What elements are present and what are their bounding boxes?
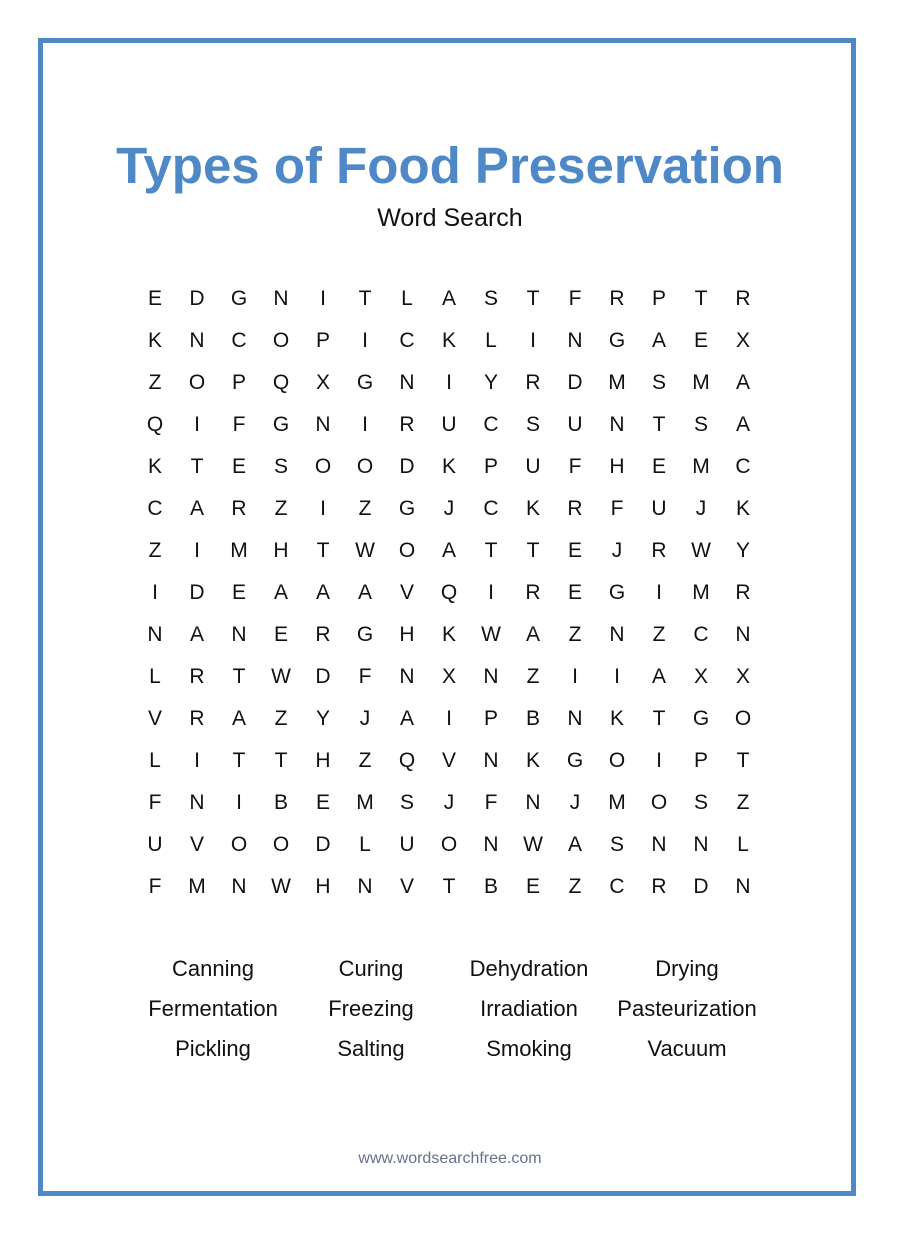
grid-cell[interactable]: A: [441, 287, 456, 310]
grid-cell[interactable]: N: [525, 791, 541, 814]
grid-cell[interactable]: F: [568, 287, 582, 310]
grid-cell[interactable]: N: [483, 833, 499, 856]
grid-row: [134, 408, 764, 450]
grid-cell[interactable]: G: [230, 287, 248, 310]
grid-cell[interactable]: X: [315, 371, 330, 394]
grid-cell[interactable]: W: [691, 539, 711, 562]
grid-cell[interactable]: T: [484, 539, 498, 562]
grid-row: [134, 618, 764, 660]
grid-cell[interactable]: I: [656, 581, 662, 604]
grid-cell[interactable]: N: [315, 413, 331, 436]
grid-cell[interactable]: A: [735, 371, 750, 394]
grid-cell[interactable]: R: [609, 287, 625, 310]
grid-cell[interactable]: P: [483, 707, 498, 730]
grid-cell[interactable]: J: [569, 791, 581, 814]
grid-cell[interactable]: I: [194, 539, 200, 562]
grid-cell[interactable]: I: [446, 371, 452, 394]
grid-cell[interactable]: N: [189, 329, 205, 352]
grid-cell[interactable]: O: [650, 791, 668, 814]
grid-cell[interactable]: T: [736, 749, 750, 772]
word-list-row: [134, 992, 766, 1032]
grid-cell[interactable]: R: [189, 665, 205, 688]
grid-cell[interactable]: E: [273, 623, 288, 646]
grid-cell[interactable]: N: [609, 413, 625, 436]
grid-cell[interactable]: U: [399, 833, 415, 856]
grid-cell[interactable]: R: [525, 581, 541, 604]
grid-cell[interactable]: T: [526, 539, 540, 562]
grid-cell[interactable]: G: [608, 581, 626, 604]
grid-cell[interactable]: R: [315, 623, 331, 646]
grid-cell[interactable]: N: [609, 623, 625, 646]
grid-cell[interactable]: Q: [146, 413, 164, 436]
grid-cell[interactable]: Z: [652, 623, 666, 646]
grid-cell[interactable]: Z: [736, 791, 750, 814]
grid-cell[interactable]: W: [271, 875, 291, 898]
word-list-item: Salting: [337, 1036, 405, 1061]
grid-cell[interactable]: O: [398, 539, 416, 562]
grid-cell[interactable]: I: [614, 665, 620, 688]
grid-cell[interactable]: E: [567, 581, 582, 604]
grid-cell[interactable]: W: [271, 665, 291, 688]
grid-cell[interactable]: E: [651, 455, 666, 478]
grid-cell[interactable]: N: [231, 623, 247, 646]
grid-cell[interactable]: C: [609, 875, 625, 898]
grid-row: [134, 492, 764, 534]
grid-cell[interactable]: U: [567, 413, 583, 436]
grid-cell[interactable]: O: [230, 833, 248, 856]
grid-cell[interactable]: T: [358, 287, 372, 310]
grid-cell[interactable]: G: [398, 497, 416, 520]
grid-row: [134, 702, 764, 744]
grid-cell[interactable]: J: [359, 707, 371, 730]
page-subtitle: Word Search: [377, 204, 523, 232]
grid-cell[interactable]: V: [147, 707, 162, 730]
grid-cell[interactable]: J: [611, 539, 623, 562]
grid-cell[interactable]: P: [693, 749, 708, 772]
grid-cell[interactable]: T: [316, 539, 330, 562]
grid-cell[interactable]: E: [231, 455, 246, 478]
grid-cell[interactable]: X: [693, 665, 708, 688]
grid-cell[interactable]: Q: [398, 749, 416, 772]
grid-cell[interactable]: I: [446, 707, 452, 730]
word-list: [134, 952, 766, 1072]
grid-cell[interactable]: B: [525, 707, 540, 730]
grid-cell[interactable]: F: [232, 413, 246, 436]
grid-cell[interactable]: L: [401, 287, 413, 310]
grid-cell[interactable]: W: [481, 623, 501, 646]
grid-cell[interactable]: T: [526, 287, 540, 310]
grid-cell[interactable]: X: [735, 329, 750, 352]
grid-cell[interactable]: F: [568, 455, 582, 478]
word-list-row: [134, 1032, 766, 1072]
grid-row: [134, 744, 764, 786]
grid-cell[interactable]: I: [320, 497, 326, 520]
word-list-item: Pasteurization: [617, 996, 757, 1021]
grid-cell[interactable]: F: [610, 497, 624, 520]
grid-cell[interactable]: D: [315, 833, 331, 856]
grid-cell[interactable]: Y: [735, 539, 750, 562]
grid-cell[interactable]: I: [194, 749, 200, 772]
grid-cell[interactable]: N: [231, 875, 247, 898]
grid-cell[interactable]: G: [272, 413, 290, 436]
grid-cell[interactable]: Z: [148, 371, 162, 394]
grid-cell[interactable]: X: [441, 665, 456, 688]
grid-cell[interactable]: A: [735, 413, 750, 436]
grid-cell[interactable]: K: [441, 455, 456, 478]
grid-cell[interactable]: P: [231, 371, 246, 394]
grid-cell[interactable]: H: [399, 623, 415, 646]
grid-cell[interactable]: C: [693, 623, 709, 646]
letter-grid: [134, 282, 764, 912]
grid-cell[interactable]: F: [148, 791, 162, 814]
grid-cell[interactable]: N: [189, 791, 205, 814]
grid-cell[interactable]: N: [147, 623, 163, 646]
grid-cell[interactable]: N: [399, 665, 415, 688]
grid-cell[interactable]: C: [735, 455, 751, 478]
grid-cell[interactable]: E: [693, 329, 708, 352]
grid-cell[interactable]: I: [320, 287, 326, 310]
grid-cell[interactable]: L: [359, 833, 371, 856]
grid-cell[interactable]: U: [525, 455, 541, 478]
grid-cell[interactable]: A: [651, 665, 666, 688]
grid-cell[interactable]: A: [567, 833, 582, 856]
grid-cell[interactable]: O: [314, 455, 332, 478]
grid-cell[interactable]: L: [485, 329, 497, 352]
grid-cell[interactable]: D: [189, 287, 205, 310]
grid-cell[interactable]: V: [399, 875, 414, 898]
grid-cell[interactable]: A: [189, 623, 204, 646]
grid-cell[interactable]: V: [441, 749, 456, 772]
grid-cell[interactable]: Z: [274, 497, 288, 520]
grid-cell[interactable]: T: [652, 707, 666, 730]
grid-cell[interactable]: S: [693, 413, 708, 436]
word-list-item: Curing: [338, 956, 404, 981]
grid-row: [134, 450, 764, 492]
grid-cell[interactable]: D: [567, 371, 583, 394]
grid-cell[interactable]: A: [189, 497, 204, 520]
grid-cell[interactable]: G: [608, 329, 626, 352]
grid-cell[interactable]: A: [315, 581, 330, 604]
grid-cell[interactable]: I: [362, 329, 368, 352]
grid-cell[interactable]: Z: [148, 539, 162, 562]
grid-cell[interactable]: M: [230, 539, 248, 562]
grid-cell[interactable]: K: [441, 329, 456, 352]
grid-cell[interactable]: I: [530, 329, 536, 352]
grid-cell[interactable]: T: [442, 875, 456, 898]
grid-row: [134, 786, 764, 828]
grid-cell[interactable]: Z: [358, 749, 372, 772]
grid-cell[interactable]: K: [609, 707, 624, 730]
grid-cell[interactable]: W: [355, 539, 375, 562]
grid-cell[interactable]: M: [692, 581, 710, 604]
grid-cell[interactable]: R: [189, 707, 205, 730]
grid-cell[interactable]: I: [488, 581, 494, 604]
grid-cell[interactable]: M: [356, 791, 374, 814]
grid-cell[interactable]: A: [651, 329, 666, 352]
grid-cell[interactable]: L: [149, 749, 161, 772]
grid-cell[interactable]: S: [651, 371, 666, 394]
grid-cell[interactable]: A: [441, 539, 456, 562]
grid-cell[interactable]: Z: [358, 497, 372, 520]
grid-cell[interactable]: T: [232, 665, 246, 688]
grid-cell[interactable]: I: [572, 665, 578, 688]
grid-cell[interactable]: N: [567, 707, 583, 730]
grid-row: [134, 324, 764, 366]
grid-cell[interactable]: R: [651, 539, 667, 562]
grid-cell[interactable]: F: [358, 665, 372, 688]
grid-cell[interactable]: S: [525, 413, 540, 436]
grid-cell[interactable]: R: [651, 875, 667, 898]
grid-cell[interactable]: K: [147, 329, 162, 352]
grid-cell[interactable]: H: [273, 539, 289, 562]
grid-cell[interactable]: H: [315, 749, 331, 772]
grid-cell[interactable]: N: [273, 287, 289, 310]
grid-cell[interactable]: E: [147, 287, 162, 310]
grid-cell[interactable]: Q: [440, 581, 458, 604]
grid-cell[interactable]: S: [693, 791, 708, 814]
grid-cell[interactable]: O: [734, 707, 752, 730]
grid-cell[interactable]: S: [273, 455, 288, 478]
word-list-item: Vacuum: [647, 1036, 727, 1061]
grid-cell[interactable]: R: [231, 497, 247, 520]
grid-cell[interactable]: M: [608, 791, 626, 814]
word-list-item: Irradiation: [480, 996, 578, 1021]
word-list-item: Canning: [172, 956, 254, 981]
word-list-item: Pickling: [175, 1036, 251, 1061]
grid-cell[interactable]: O: [608, 749, 626, 772]
grid-cell[interactable]: R: [735, 287, 751, 310]
grid-cell[interactable]: P: [483, 455, 498, 478]
grid-cell[interactable]: O: [188, 371, 206, 394]
grid-cell[interactable]: Q: [272, 371, 290, 394]
grid-cell[interactable]: E: [231, 581, 246, 604]
grid-cell[interactable]: N: [399, 371, 415, 394]
grid-cell[interactable]: E: [525, 875, 540, 898]
grid-cell[interactable]: A: [525, 623, 540, 646]
grid-cell[interactable]: I: [656, 749, 662, 772]
grid-cell[interactable]: E: [567, 539, 582, 562]
grid-cell[interactable]: F: [148, 875, 162, 898]
grid-row: [134, 870, 764, 912]
grid-cell[interactable]: N: [567, 329, 583, 352]
grid-cell[interactable]: Z: [568, 875, 582, 898]
grid-cell[interactable]: K: [525, 749, 540, 772]
grid-cell[interactable]: J: [443, 497, 455, 520]
grid-cell[interactable]: R: [399, 413, 415, 436]
word-list-row: [134, 952, 766, 992]
grid-cell[interactable]: K: [147, 455, 162, 478]
grid-cell[interactable]: A: [399, 707, 414, 730]
grid-row: [134, 366, 764, 408]
grid-cell[interactable]: I: [194, 413, 200, 436]
grid-cell[interactable]: G: [356, 371, 374, 394]
grid-cell[interactable]: N: [357, 875, 373, 898]
grid-cell[interactable]: C: [483, 497, 499, 520]
grid-row: [134, 828, 764, 870]
grid-cell[interactable]: O: [440, 833, 458, 856]
grid-cell[interactable]: N: [693, 833, 709, 856]
page-title: Types of Food Preservation: [116, 137, 784, 194]
grid-cell[interactable]: S: [483, 287, 498, 310]
grid-cell[interactable]: B: [483, 875, 498, 898]
grid-cell[interactable]: V: [189, 833, 204, 856]
grid-cell[interactable]: C: [147, 497, 163, 520]
word-list-item: Smoking: [486, 1036, 572, 1061]
grid-cell[interactable]: G: [692, 707, 710, 730]
grid-cell[interactable]: C: [231, 329, 247, 352]
grid-cell[interactable]: M: [608, 371, 626, 394]
grid-cell[interactable]: T: [694, 287, 708, 310]
grid-cell[interactable]: T: [274, 749, 288, 772]
grid-cell[interactable]: B: [273, 791, 288, 814]
grid-cell[interactable]: S: [609, 833, 624, 856]
grid-cell[interactable]: R: [735, 581, 751, 604]
grid-cell[interactable]: J: [443, 791, 455, 814]
footer-url: www.wordsearchfree.com: [358, 1150, 542, 1167]
grid-cell[interactable]: M: [692, 371, 710, 394]
grid-cell[interactable]: N: [735, 623, 751, 646]
grid-cell[interactable]: I: [152, 581, 158, 604]
grid-cell[interactable]: R: [567, 497, 583, 520]
grid-cell[interactable]: Z: [526, 665, 540, 688]
grid-cell[interactable]: K: [735, 497, 750, 520]
grid-cell[interactable]: N: [735, 875, 751, 898]
word-list-item: Drying: [655, 956, 719, 981]
grid-cell[interactable]: E: [315, 791, 330, 814]
grid-cell[interactable]: K: [441, 623, 456, 646]
grid-cell[interactable]: T: [652, 413, 666, 436]
grid-cell[interactable]: K: [525, 497, 540, 520]
grid-cell[interactable]: F: [484, 791, 498, 814]
grid-cell[interactable]: W: [523, 833, 543, 856]
grid-cell[interactable]: H: [315, 875, 331, 898]
grid-cell[interactable]: C: [399, 329, 415, 352]
grid-cell[interactable]: U: [441, 413, 457, 436]
grid-cell[interactable]: G: [566, 749, 584, 772]
grid-cell[interactable]: Z: [274, 707, 288, 730]
grid-cell[interactable]: I: [236, 791, 242, 814]
grid-cell[interactable]: L: [149, 665, 161, 688]
grid-cell[interactable]: D: [189, 581, 205, 604]
grid-cell[interactable]: S: [399, 791, 414, 814]
grid-cell[interactable]: N: [483, 749, 499, 772]
grid-cell[interactable]: P: [315, 329, 330, 352]
grid-row: [134, 660, 764, 702]
grid-cell[interactable]: N: [483, 665, 499, 688]
word-list-item: Dehydration: [469, 956, 589, 981]
grid-cell[interactable]: V: [399, 581, 414, 604]
grid-cell[interactable]: G: [356, 623, 374, 646]
grid-cell[interactable]: A: [231, 707, 246, 730]
grid-cell[interactable]: U: [651, 497, 667, 520]
grid-cell[interactable]: Y: [315, 707, 330, 730]
grid-cell[interactable]: O: [272, 833, 290, 856]
grid-cell[interactable]: O: [356, 455, 374, 478]
grid-cell[interactable]: A: [357, 581, 372, 604]
grid-cell[interactable]: U: [147, 833, 163, 856]
grid-cell[interactable]: M: [188, 875, 206, 898]
grid-cell[interactable]: Y: [483, 371, 498, 394]
grid-cell[interactable]: L: [737, 833, 749, 856]
grid-cell[interactable]: O: [272, 329, 290, 352]
grid-cell[interactable]: Z: [568, 623, 582, 646]
grid-cell[interactable]: C: [483, 413, 499, 436]
grid-cell[interactable]: M: [692, 455, 710, 478]
grid-row: [134, 576, 764, 618]
grid-cell[interactable]: J: [695, 497, 707, 520]
grid-cell[interactable]: H: [609, 455, 625, 478]
grid-cell[interactable]: A: [273, 581, 288, 604]
grid-cell[interactable]: D: [399, 455, 415, 478]
word-list-item: Freezing: [328, 996, 414, 1021]
grid-row: [134, 282, 764, 324]
word-list-item: Fermentation: [148, 996, 278, 1021]
grid-cell[interactable]: D: [315, 665, 331, 688]
grid-cell[interactable]: X: [735, 665, 750, 688]
grid-cell[interactable]: D: [693, 875, 709, 898]
grid-cell[interactable]: T: [190, 455, 204, 478]
grid-cell[interactable]: I: [362, 413, 368, 436]
grid-cell[interactable]: P: [651, 287, 666, 310]
grid-cell[interactable]: N: [651, 833, 667, 856]
grid-cell[interactable]: R: [525, 371, 541, 394]
grid-row: [134, 534, 764, 576]
grid-cell[interactable]: T: [232, 749, 246, 772]
